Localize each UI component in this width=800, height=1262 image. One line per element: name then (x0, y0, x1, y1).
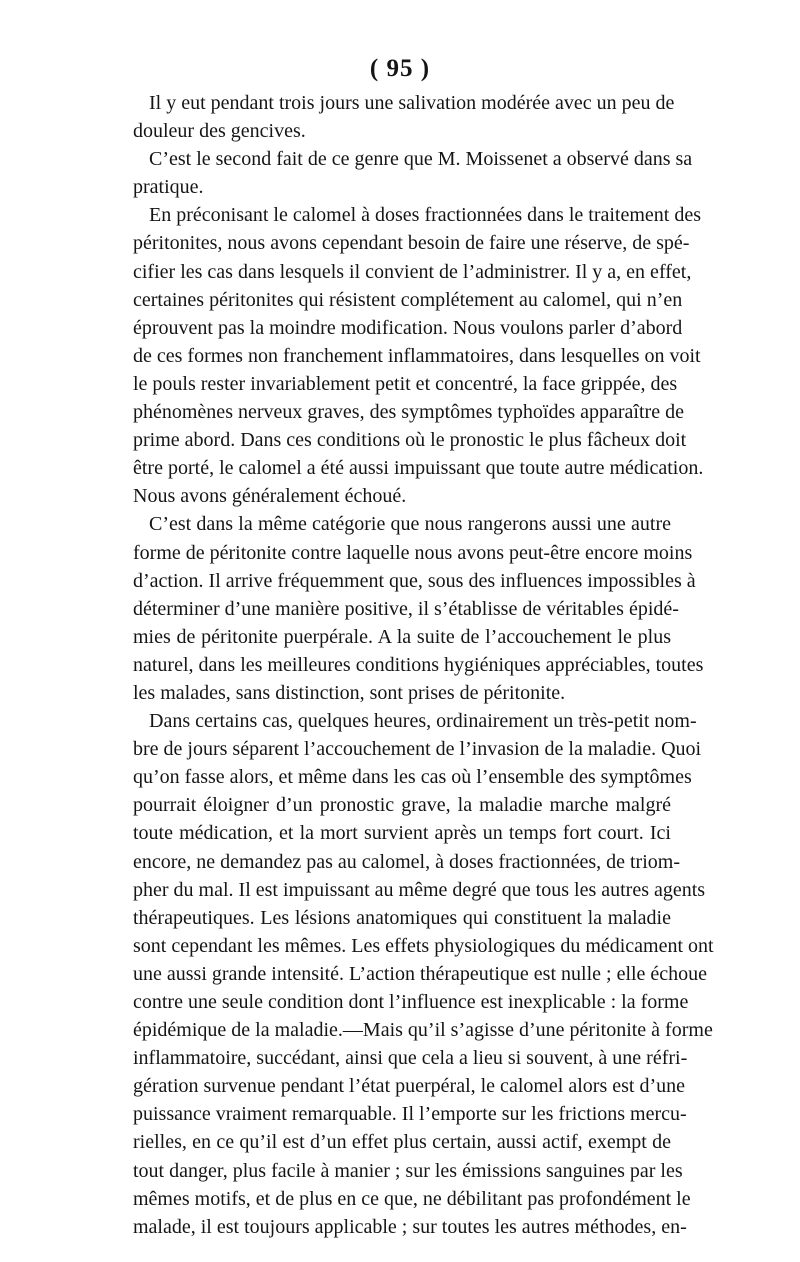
text-line: Il y eut pendant trois jours une salivation modérée avec un peu de (149, 92, 675, 114)
text-line: mies de péritonite puerpérale. A la suite de l’accouchement le plus (133, 625, 671, 648)
text-line: malade, il est toujours applicable ; sur toutes les autres méthodes, en- (133, 1215, 687, 1238)
text-line: naturel, dans les meilleures conditions hygiéniques appréciables, toutes (133, 653, 704, 676)
text-line: certaines péritonites qui résistent complétement au calomel, qui n’en (133, 288, 683, 311)
text-line: inflammatoire, succédant, ainsi que cela a lieu si souvent, à une réfri- (133, 1047, 688, 1070)
text-line: forme de péritonite contre laquelle nous avons peut-être encore moins (133, 541, 693, 564)
text-line: pourrait éloigner d’un pronostic grave, la maladie marche malgré (133, 794, 671, 817)
text-line: encore, ne demandez pas au calomel, à doses fractionnées, de triom- (133, 850, 680, 873)
text-line: les malades, sans distinction, sont prises de péritonite. (133, 681, 566, 704)
text-line: pratique. (133, 176, 204, 199)
text-line: douleur des gencives. (133, 120, 306, 143)
text-line: épidémique de la maladie.—Mais qu’il s’agisse d’une péritonite à forme (133, 1019, 713, 1042)
text-line: rielles, en ce qu’il est d’un effet plus certain, aussi actif, exempt de (133, 1131, 671, 1154)
text-line: En préconisant le calomel à doses fractionnées dans le traitement des (149, 204, 702, 227)
paragraph (133, 510, 704, 707)
paragraph (133, 707, 714, 1241)
text-line: Dans certains cas, quelques heures, ordinairement un très-petit nom- (149, 710, 697, 733)
text-line: toute médication, et la mort survient après un temps fort court. Ici (133, 822, 671, 845)
body-text (133, 89, 714, 1241)
text-line: C’est dans la même catégorie que nous rangerons aussi une autre (149, 513, 671, 536)
text-line: bre de jours séparent l’accouchement de l’invasion de la maladie. Quoi (133, 738, 702, 761)
text-line: pher du mal. Il est impuissant au même degré que tous les autres agents (133, 878, 706, 901)
text-line: thérapeutiques. Les lésions anatomiques qui constituent la maladie (133, 906, 671, 929)
text-line: être porté, le calomel a été aussi impuissant que toute autre médication. (133, 457, 704, 480)
paragraph (133, 201, 704, 510)
text-line: d’action. Il arrive fréquemment que, sous des influences impossibles à (133, 569, 696, 592)
text-line: tout danger, plus facile à manier ; sur les émissions sanguines par les (133, 1159, 683, 1182)
paragraph (133, 145, 693, 201)
text-line: mêmes motifs, et de plus en ce que, ne débilitant pas profondément le (133, 1187, 691, 1210)
text-line: C’est le second fait de ce genre que M. Moissenet a observé dans sa (149, 148, 693, 171)
text-line: éprouvent pas la moindre modification. Nous voulons parler d’abord (133, 316, 683, 339)
text-line: péritonites, nous avons cependant besoin de faire une réserve, de spé- (133, 232, 690, 255)
paragraph (133, 89, 675, 145)
text-line: déterminer d’une manière positive, il s’établisse de véritables épidé- (133, 597, 679, 620)
text-line: gération survenue pendant l’état puerpéral, le calomel alors est d’une (133, 1075, 685, 1098)
text-line: cifier les cas dans lesquels il convient de l’administrer. Il y a, en effet, (133, 260, 692, 283)
text-line: de ces formes non franchement inflammatoires, dans lesquelles on voit (133, 344, 701, 367)
text-line: une aussi grande intensité. L’action thérapeutique est nulle ; elle échoue (133, 962, 708, 985)
text-line: sont cependant les mêmes. Les effets physiologiques du médicament ont (133, 934, 714, 957)
text-line: prime abord. Dans ces conditions où le pronostic le plus fâcheux doit (133, 429, 687, 452)
text-line: Nous avons généralement échoué. (133, 485, 407, 508)
page-number: ( 95 ) (369, 55, 431, 82)
text-line: puissance vraiment remarquable. Il l’emporte sur les frictions mercu- (133, 1103, 687, 1126)
text-line: qu’on fasse alors, et même dans les cas où l’ensemble des symptômes (133, 766, 692, 789)
text-line: phénomènes nerveux graves, des symptômes typhoïdes apparaître de (133, 401, 684, 424)
text-line: le pouls rester invariablement petit et concentré, la face grippée, des (133, 372, 678, 395)
text-line: contre une seule condition dont l’influence est inexplicable : la forme (133, 991, 689, 1013)
